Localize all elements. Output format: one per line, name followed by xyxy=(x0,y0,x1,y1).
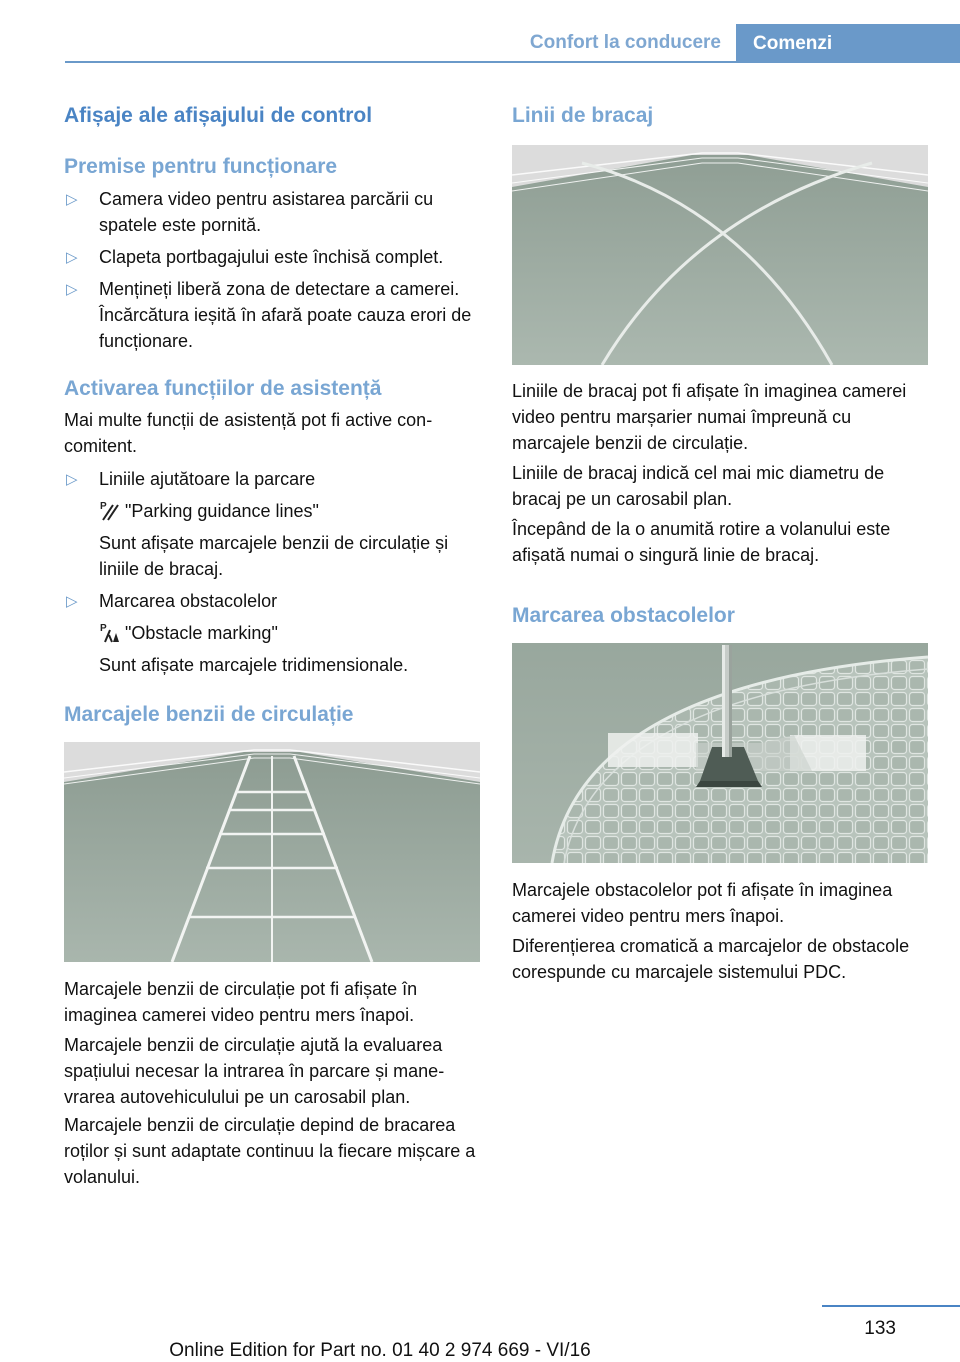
header-section-tab: Confort la conducere xyxy=(529,31,721,53)
lane-heading: Marcajele benzii de circulație xyxy=(64,703,354,726)
page-number: 133 xyxy=(864,1318,896,1339)
triangle-bullet-icon: ▷ xyxy=(66,471,78,488)
turn-heading: Linii de bracaj xyxy=(512,104,654,127)
assist-item-menu xyxy=(99,498,480,524)
triangle-bullet-icon: ▷ xyxy=(66,281,78,298)
assist-intro: Mai multe funcții de asistență pot fi active concomitent. xyxy=(64,410,433,456)
edition-text: Online Edition for Part no. 01 40 2 974 669 - VI/16 xyxy=(169,1340,591,1361)
lane-paragraph: Marcajele benzii de circulație ajută la evaluarea spațiului necesar la intrarea în parcare și manevrarea autovehiculului pe un carosabil plan. xyxy=(64,1035,445,1107)
list-item-text: Clapeta portbagajului este închisă complet. xyxy=(99,247,444,267)
list-item-text: Mențineți liberă zona de detectare a camerei. Încărcătura ieșită în afară poate cauza erori de funcționare. xyxy=(99,279,472,351)
svg-text:P: P xyxy=(100,501,107,512)
obstacle-paragraph: Marcajele obstacolelor pot fi afișate în imaginea camerei video pentru mers înapoi. xyxy=(512,880,893,926)
svg-text:P: P xyxy=(100,623,107,634)
edition-line xyxy=(0,1340,960,1362)
lane-paragraph: Marcajele benzii de circulație depind de bracarea roților și sunt adaptate continuu la fiecare mișcare a volanului. xyxy=(64,1115,476,1187)
lane-markings-figure xyxy=(64,742,480,962)
assist-item-label: Liniile ajutătoare la parcare xyxy=(99,469,316,489)
obstacle-marking-icon xyxy=(99,621,121,643)
obstacle-paragraph: Diferențierea cromatică a marcajelor de obstacole corespunde cu marcajele sistemului PDC. xyxy=(512,936,910,982)
obstacle-marking-figure xyxy=(512,643,928,863)
menu-item-label: "Obstacle marking" xyxy=(125,623,278,643)
assist-item-desc: Sunt afișate marcajele tridimensionale. xyxy=(99,655,409,675)
footer-rule xyxy=(822,1305,960,1307)
list-item-text: Camera video pentru asistarea parcării cu spatele este pornită. xyxy=(99,189,434,235)
page-title: Afișaje ale afișajului de control xyxy=(64,104,373,127)
parking-lines-icon xyxy=(99,499,121,521)
assist-item-desc: Sunt afișate marcajele benzii de circulație și liniile de bracaj. xyxy=(99,533,449,579)
turn-paragraph: Liniile de bracaj indică cel mai mic diametru de bracaj pe un carosabil plan. xyxy=(512,463,885,509)
triangle-bullet-icon: ▷ xyxy=(66,593,78,610)
turning-lines-figure xyxy=(512,145,928,365)
assist-heading: Activarea funcțiilor de asistență xyxy=(64,377,382,400)
obstacle-heading: Marcarea obstacolelor xyxy=(512,604,735,627)
triangle-bullet-icon: ▷ xyxy=(66,249,78,266)
header-rule xyxy=(65,61,960,63)
header-chapter-tab: Comenzi xyxy=(736,24,960,63)
assist-item-menu xyxy=(99,620,480,646)
triangle-bullet-icon: ▷ xyxy=(66,191,78,208)
turn-paragraph: Liniile de bracaj pot fi afișate în imaginea camerei video pentru marșarier numai împreună cu marcajele benzii de circulație. xyxy=(512,381,907,453)
assist-item-label: Marcarea obstacolelor xyxy=(99,591,278,611)
lane-paragraph: Marcajele benzii de circulație pot fi afișate în imaginea camerei video pentru mers înapoi. xyxy=(64,979,418,1025)
turn-paragraph: Începând de la o anumită rotire a volanului este afișată numai o singură linie de bracaj. xyxy=(512,519,891,565)
menu-item-label: "Parking guidance lines" xyxy=(125,501,319,521)
prereq-heading: Premise pentru funcționare xyxy=(64,155,338,178)
